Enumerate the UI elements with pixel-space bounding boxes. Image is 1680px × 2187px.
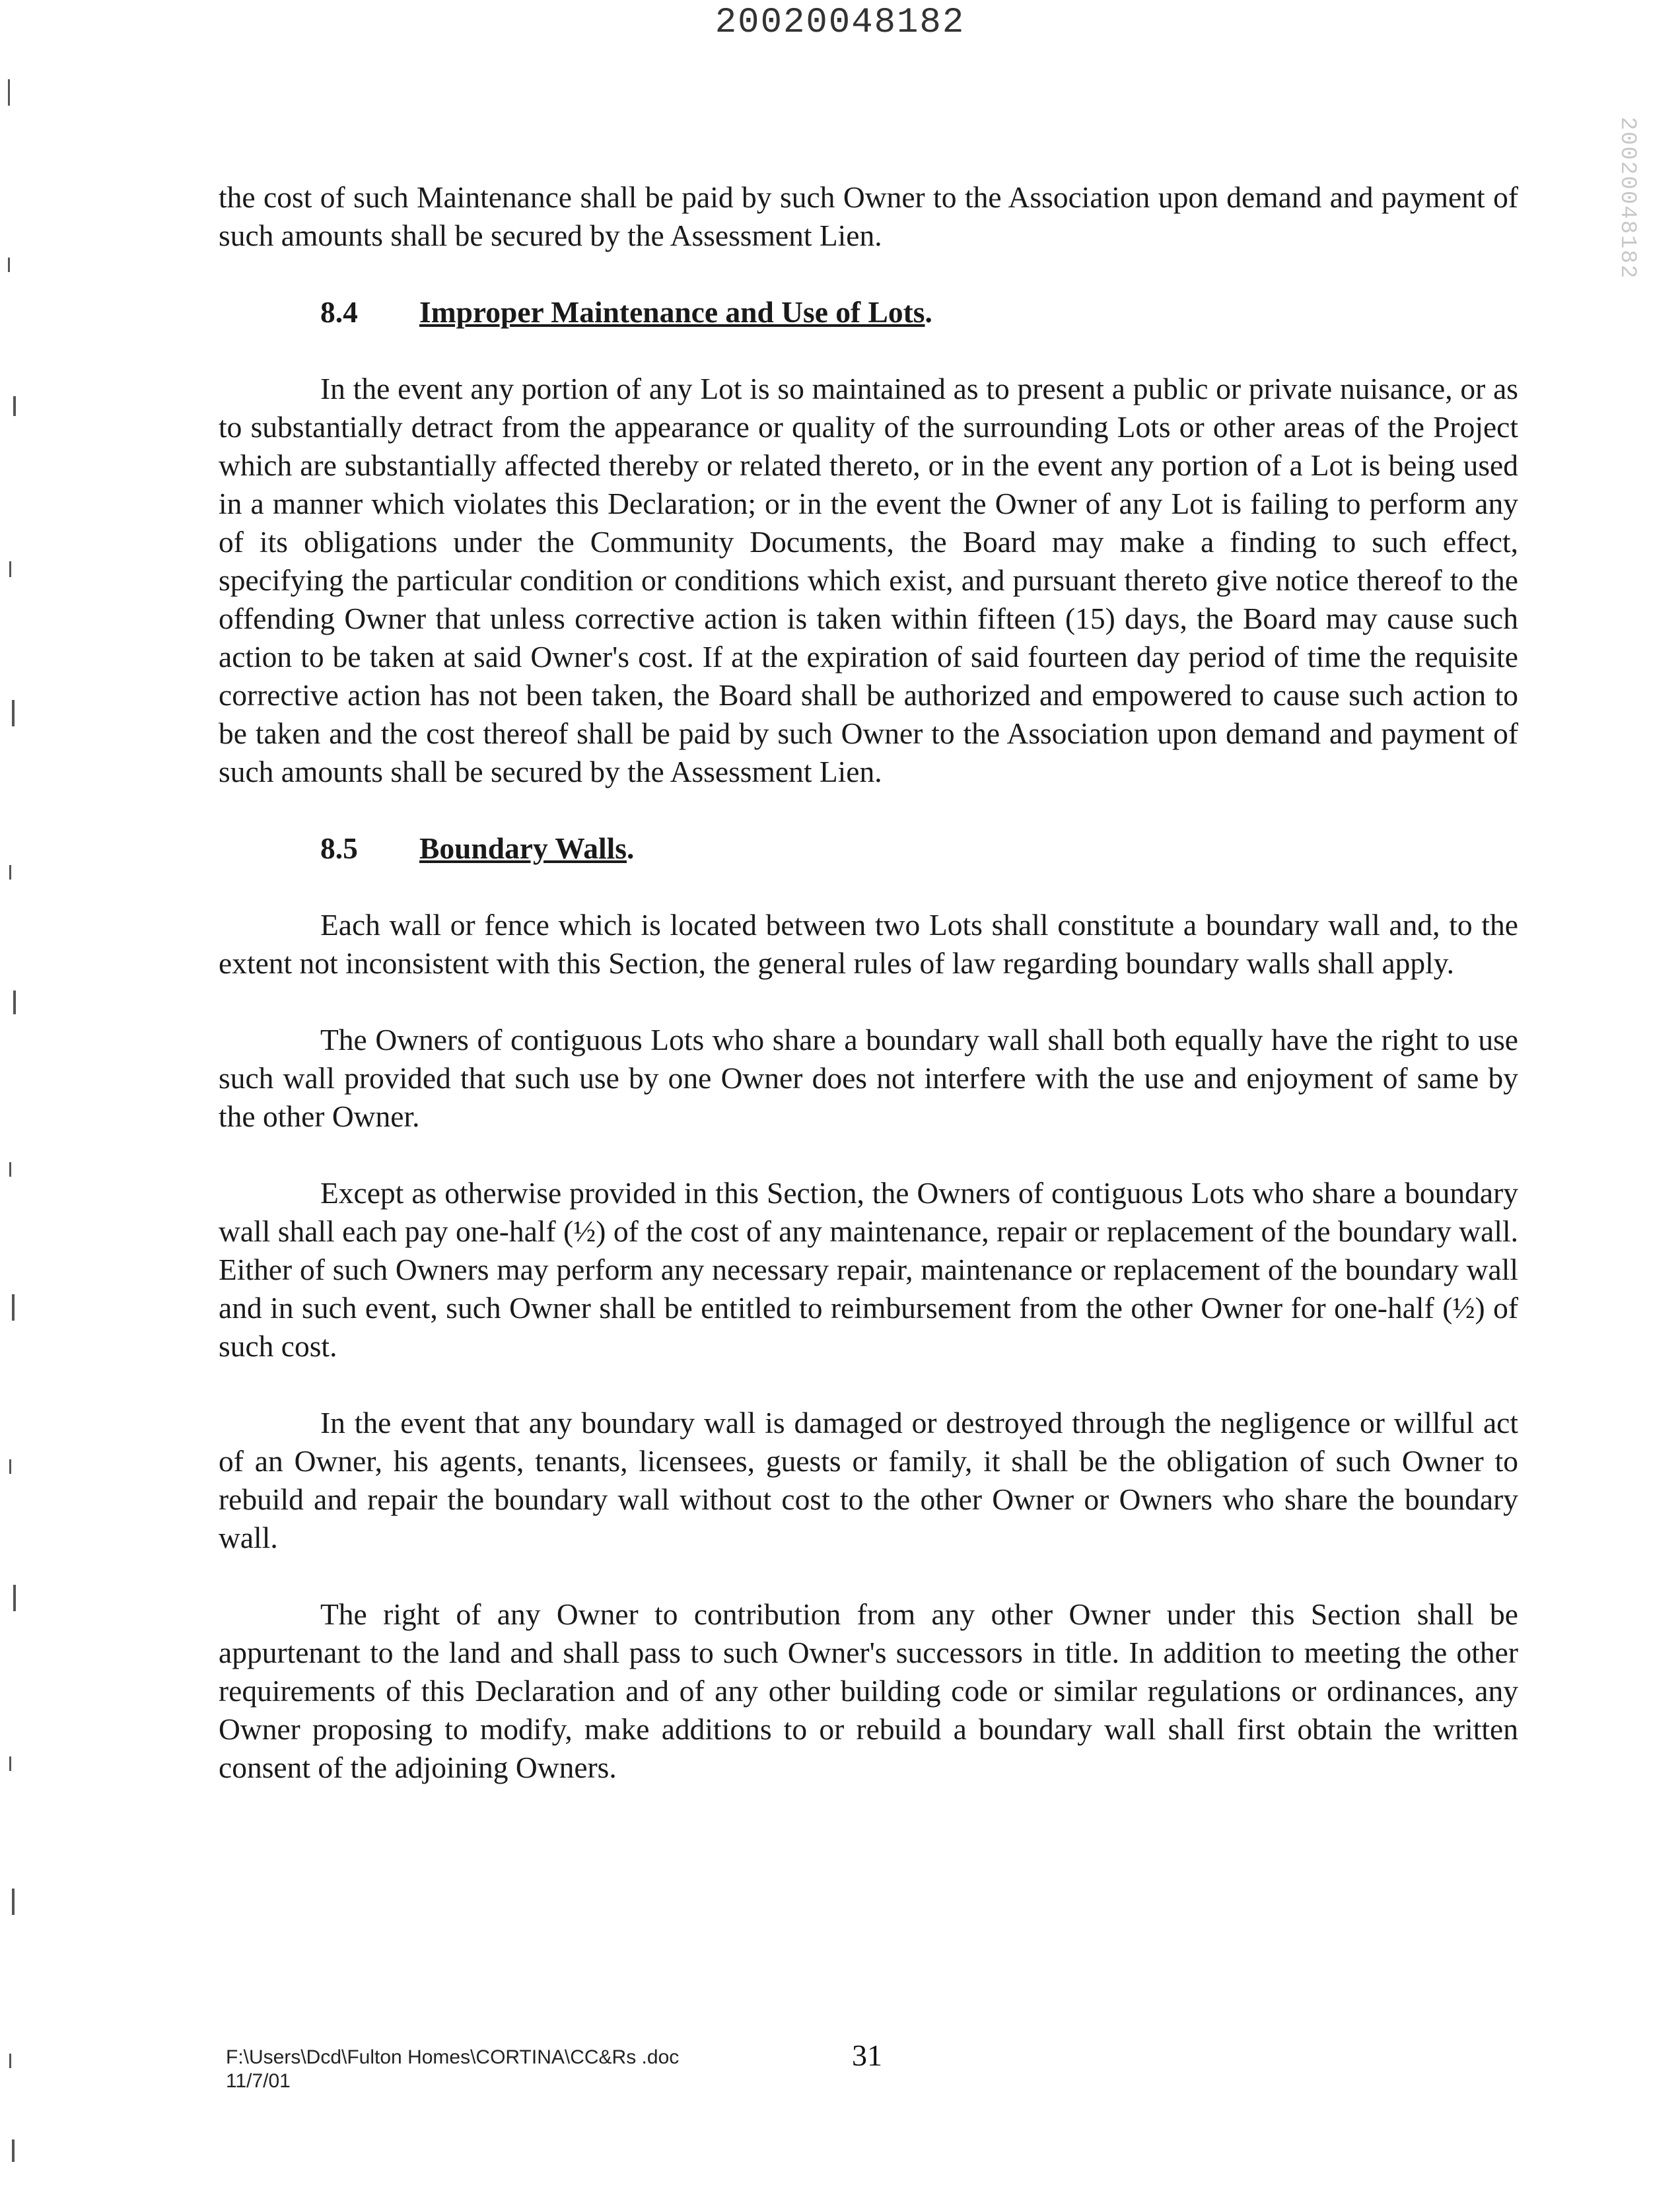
paragraph-boundary-wall-definition: Each wall or fence which is located between two Lots shall constitute a boundary wall and, to the extent not inconsistent with this Section, the general rules of law regarding boundary walls shall apply. — [219, 908, 1518, 980]
section-number: 8.4 — [320, 295, 358, 329]
scan-margin-marks — [3, 40, 29, 2179]
paragraph-boundary-wall-use: The Owners of contiguous Lots who share a boundary wall shall both equally have the right to use such wall provided that such use by one Owner does not interfere with the use and enjoyment of same by the other Owner. — [219, 1023, 1518, 1133]
side-stamp — [1601, 92, 1654, 304]
section-title: Improper Maintenance and Use of Lots — [419, 295, 925, 329]
document-body — [219, 178, 1518, 1787]
paragraph-improper-maintenance: In the event any portion of any Lot is so maintained as to present a public or private nuisance, or as to substantially detract from the appearance or quality of the surrounding Lots or other areas of the Project which are substantially affected thereby or related thereto, or in the event any portion of a Lot is being used in a manner which violates this Declaration; or in the event the Owner of any Lot is failing to perform any of its obligations under the Community Documents, the Board may make a finding to such effect, specifying the particular condition or conditions which exist, and pursuant thereto give notice thereof to the offending Owner that unless corrective action is taken within fifteen (15) days, the Board may cause such action to be taken at said Owner's cost. If at the expiration of said fourteen day period of time the requisite corrective action has not been taken, the Board shall be authorized and empowered to cause such action to be taken and the cost thereof shall be paid by such Owner to the Association upon demand and payment of such amounts shall be secured by the Assessment Lien. — [219, 372, 1518, 788]
footer-date: 11/7/01 — [226, 2070, 291, 2092]
section-title: Boundary Walls — [419, 831, 627, 865]
paragraph-boundary-wall-cost: Except as otherwise provided in this Section, the Owners of contiguous Lots who share a boundary wall shall each pay one-half (½) of the cost of any maintenance, repair or replacement of the boundary wall. Either of such Owners may perform any necessary repair, maintenance or replacement of the boundary wall and in such event, such Owner shall be entitled to reimbursement from the other Owner for one-half (½) of such cost. — [219, 1176, 1518, 1363]
footer-file-path: F:\Users\Dcd\Fulton Homes\CORTINA\CC&Rs .doc — [226, 2046, 680, 2068]
section-number: 8.5 — [320, 831, 358, 865]
document-number: 20020048182 — [715, 3, 965, 43]
section-heading-8-5 — [219, 829, 1518, 868]
paragraph-boundary-wall-contribution: The right of any Owner to contribution from any other Owner under this Section shall be appurtenant to the land and shall pass to such Owner's successors in title. In addition to meeting the other requirements of this Declaration and of any other building code or similar regulations or ordinances, any Owner proposing to modify, make additions to or rebuild a boundary wall shall first obtain the written consent of the adjoining Owners. — [219, 1597, 1518, 1784]
side-stamp-text: 20020048182 — [1615, 116, 1640, 280]
section-title-period: . — [627, 831, 635, 865]
section-title-period: . — [925, 295, 932, 329]
section-heading-8-4 — [219, 293, 1518, 331]
page-number: 31 — [852, 2038, 882, 2072]
paragraph-boundary-wall-damage: In the event that any boundary wall is damaged or destroyed through the negligence or willful act of an Owner, his agents, tenants, licensees, guests or family, it shall be the obligation of such Owner to rebuild and repair the boundary wall without cost to the other Owner or Owners who share the boundary wall. — [219, 1406, 1518, 1554]
paragraph-continuation: the cost of such Maintenance shall be paid by such Owner to the Association upon demand and payment of such amounts shall be secured by the Assessment Lien. — [219, 180, 1518, 252]
footer-file-info — [226, 2046, 679, 2093]
